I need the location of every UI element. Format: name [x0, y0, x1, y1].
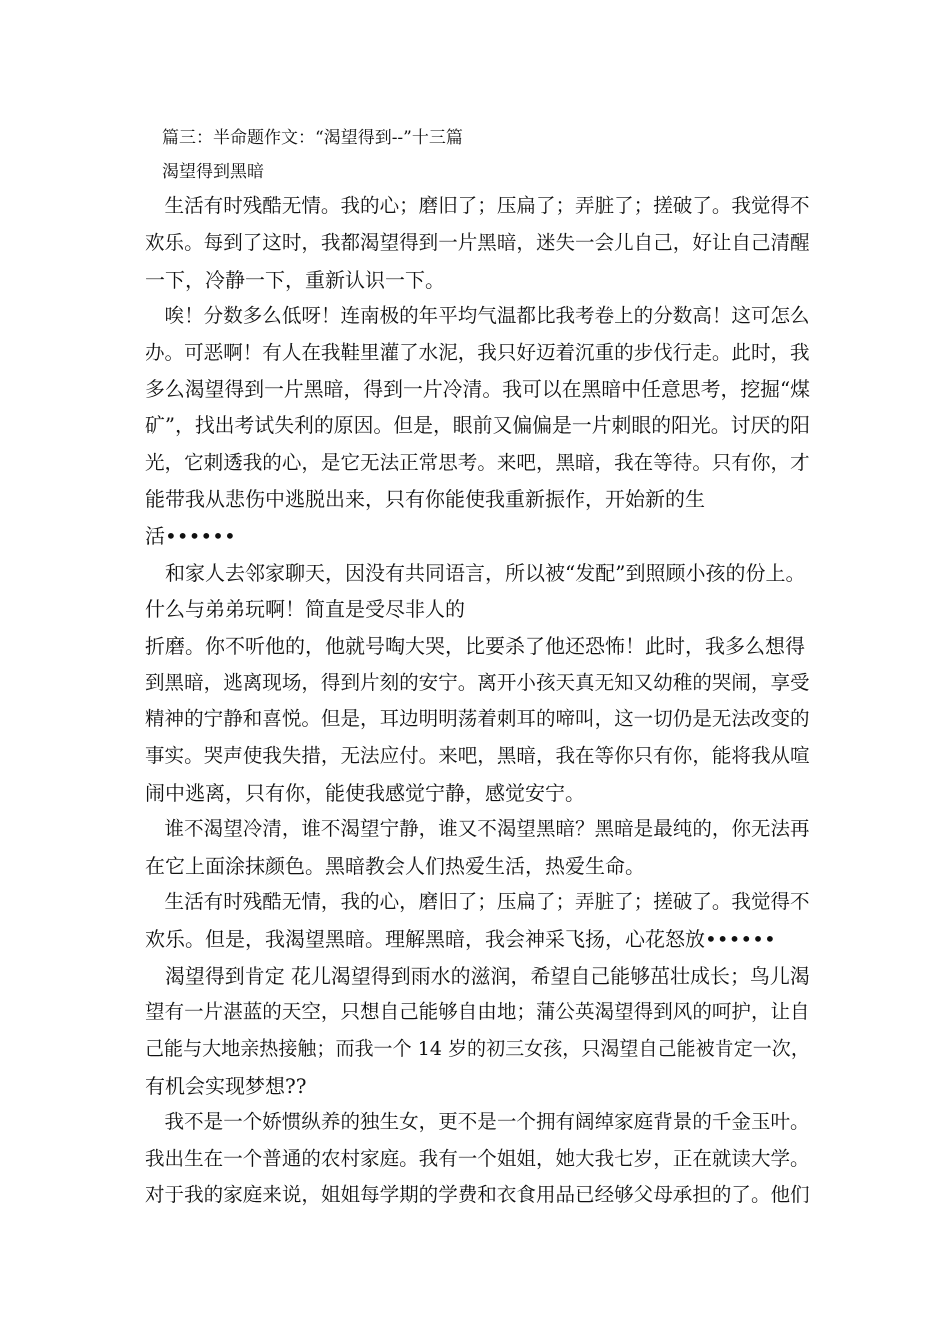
text-line: 欢乐。每到了这时，我都渴望得到一片黑暗，迷失一会儿自己，好让自己清醒: [145, 231, 810, 254]
text-line: 有机会实现梦想??: [145, 1074, 307, 1098]
text-line: 在它上面涂抹颜色。黑暗教会人们热爱生活，热爱生命。: [145, 854, 645, 878]
text-line: 光，它刺透我的心，是它无法正常思考。来吧，黑暗，我在等待。只有你，才: [145, 451, 810, 474]
text-line: 生活有时残酷无情。我的心；磨旧了；压扁了；弄脏了；搓破了。我觉得不: [145, 194, 810, 217]
text-line: 一下，冷静一下，重新认识一下。: [145, 268, 445, 292]
text-line: 到黑暗，逃离现场，得到片刻的安宁。离开小孩天真无知又幼稚的哭闹，享受: [145, 671, 810, 694]
text-line: 事实。哭声使我失措，无法应付。来吧，黑暗，我在等你只有你，能将我从喧: [145, 744, 810, 767]
text-line: 能带我从悲伤中逃脱出来，只有你能使我重新振作，开始新的生: [145, 487, 705, 511]
text-line: 唉！分数多么低呀！连南极的年平均气温都比我考卷上的分数高！这可怎么: [145, 304, 810, 327]
essay-title: 渴望得到黑暗: [145, 162, 264, 182]
text-line: 我出生在一个普通的农村家庭。我有一个姐姐，她大我七岁，正在就读大学。: [145, 1147, 810, 1170]
text-line: 欢乐。但是，我渴望黑暗。理解黑暗，我会神采飞扬，心花怒放••••••: [145, 927, 776, 951]
text-line: 矿”，找出考试失利的原因。但是，眼前又偏偏是一片刺眼的阳光。讨厌的阳: [145, 414, 810, 437]
text-line: 我不是一个娇惯纵养的独生女，更不是一个拥有阔绰家庭背景的千金玉叶。: [145, 1110, 810, 1133]
text-line: 渴望得到肯定 花儿渴望得到雨水的滋润，希望自己能够茁壮成长；鸟儿渴: [145, 964, 810, 988]
text-line: 办。可恶啊！有人在我鞋里灌了水泥，我只好迈着沉重的步伐行走。此时，我: [145, 341, 810, 364]
text-line: 多么渴望得到一片黑暗，得到一片冷清。我可以在黑暗中任意思考，挖掘“煤: [145, 378, 810, 401]
text-line: 折磨。你不听他的，他就号啕大哭，比要杀了他还恐怖！此时，我多么想得: [145, 634, 805, 658]
text-line: 什么与弟弟玩啊！简直是受尽非人的: [145, 597, 465, 621]
text-line: 精神的宁静和喜悦。但是，耳边明明荡着刺耳的啼叫，这一切仍是无法改变的: [145, 707, 810, 730]
text-line: 活••••••: [145, 524, 236, 548]
text-line: 和家人去邻家聊天，因没有共同语言，所以被“发配”到照顾小孩的份上。: [145, 561, 806, 585]
text-line: 己能与大地亲热接触；而我一个 14 岁的初三女孩，只渴望自己能被肯定一次，: [145, 1038, 810, 1060]
text-line: 生活有时残酷无情，我的心，磨旧了；压扁了；弄脏了；搓破了。我觉得不: [145, 890, 810, 913]
text-line: 对于我的家庭来说，姐姐每学期的学费和衣食用品已经够父母承担的了。他们: [145, 1183, 810, 1206]
text-line: 谁不渴望冷清，谁不渴望宁静，谁又不渴望黑暗？黑暗是最纯的，你无法再: [145, 817, 810, 840]
section-title: 篇三：半命题作文：“渴望得到--”十三篇: [145, 128, 463, 148]
text-line: 闹中逃离，只有你，能使我感觉宁静，感觉安宁。: [145, 781, 585, 805]
text-line: 望有一片湛蓝的天空，只想自己能够自由地；蒲公英渴望得到风的呵护，让自: [145, 1000, 810, 1023]
